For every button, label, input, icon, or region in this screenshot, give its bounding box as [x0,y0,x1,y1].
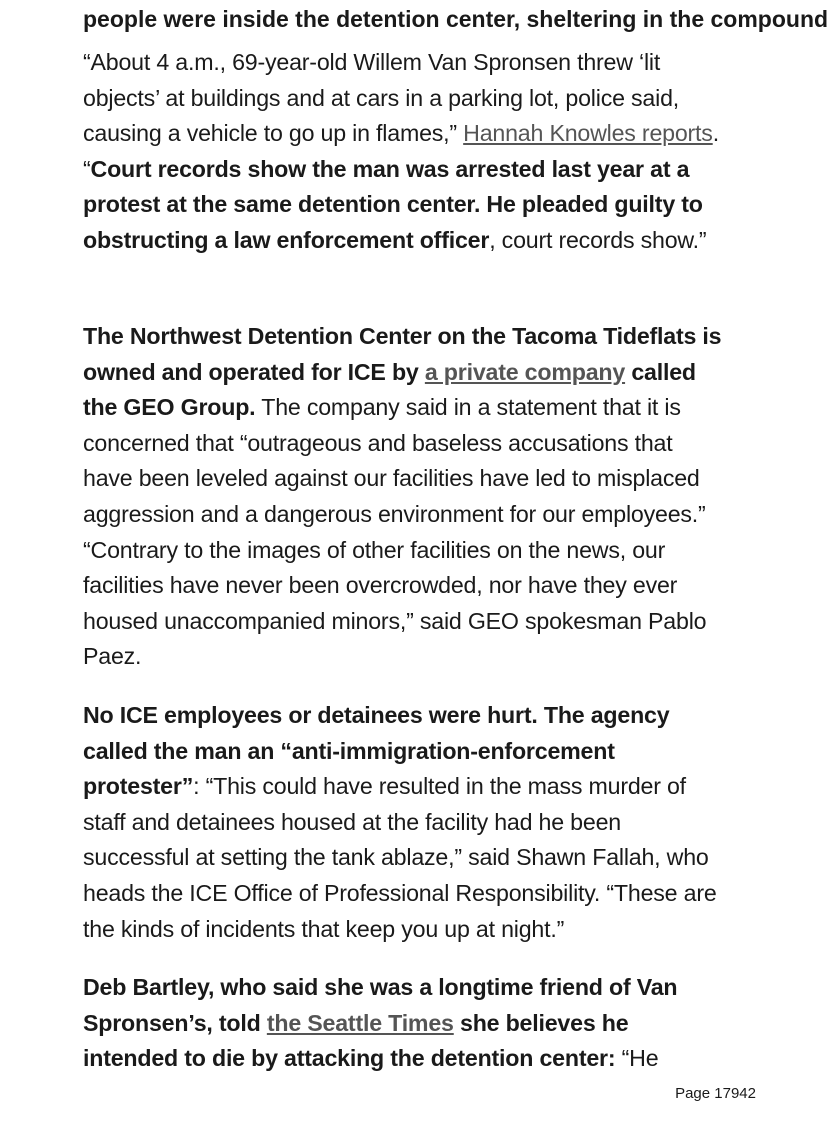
p1-text-2: . “ [83,120,719,182]
p2-bold-2: called the GEO Group. [83,358,696,421]
paragraph-arrest-report [83,45,723,259]
paragraph-deb-bartley [83,970,723,1077]
paragraph-ice-statement [83,698,723,947]
p2-bold-1: The Northwest Detention Center on the Tacoma Tideflats is owned and operated for ICE by [83,323,722,385]
link-hannah-knowles-reports[interactable]: Hannah Knowles reports [463,120,713,147]
page-number: Page 17942 [675,1085,756,1102]
p2-text-1: The company said in a statement that it is concerned that “outrageous and baseless accusations that have been leveled against our facilities have led to misplaced aggression and a dangerous environment for our employees.” “Contrary to the images of other facilities on the news, our facilities have never been overcrowded, nor have they ever housed unaccompanied minors,” said GEO spokesman Pablo Paez. [83,394,707,670]
p3-bold: No ICE employees or detainees were hurt. The agency called the man an “anti-immigration-enforcement protester” [83,702,670,800]
p4-text-1: “He [615,1045,659,1072]
clipped-line-text: people were inside the detention center, sheltering in the compound [83,6,828,32]
p1-bold-court-records: Court records show the man was arrested last year at a protest at the same detention center. He pleaded guilty to obstructing a law enforcement officer [83,155,703,253]
p1-text-3: , court records show.” [489,226,707,253]
link-the-seattle-times[interactable] [267,1010,454,1036]
link-a-private-company[interactable] [425,359,625,385]
p3-text-1: : “This could have resulted in the mass murder of staff and detainees housed at the facility had he been successful at setting the tank ablaze,” said Shawn Fallah, who heads the ICE Office of Professional Responsibility. “These are the kinds of incidents that keep you up at night.” [83,773,717,942]
clipped-previous-line [83,6,828,37]
paragraph-geo-group [83,319,723,675]
p1-text-1: “About 4 a.m., 69-year-old Willem Van Spronsen threw ‘lit objects’ at buildings and at cars in a parking lot, police said, causing a vehicle to go up in flames,” [83,49,680,147]
p4-link-text: the Seattle Times [266,1009,454,1036]
p2-link-text: a private company [424,358,626,385]
p4-bold-1: Deb Bartley, who said she was a longtime friend of Van Spronsen’s, told [83,974,678,1036]
p4-bold-2: she believes he intended to die by attacking the detention center: [83,1009,629,1072]
